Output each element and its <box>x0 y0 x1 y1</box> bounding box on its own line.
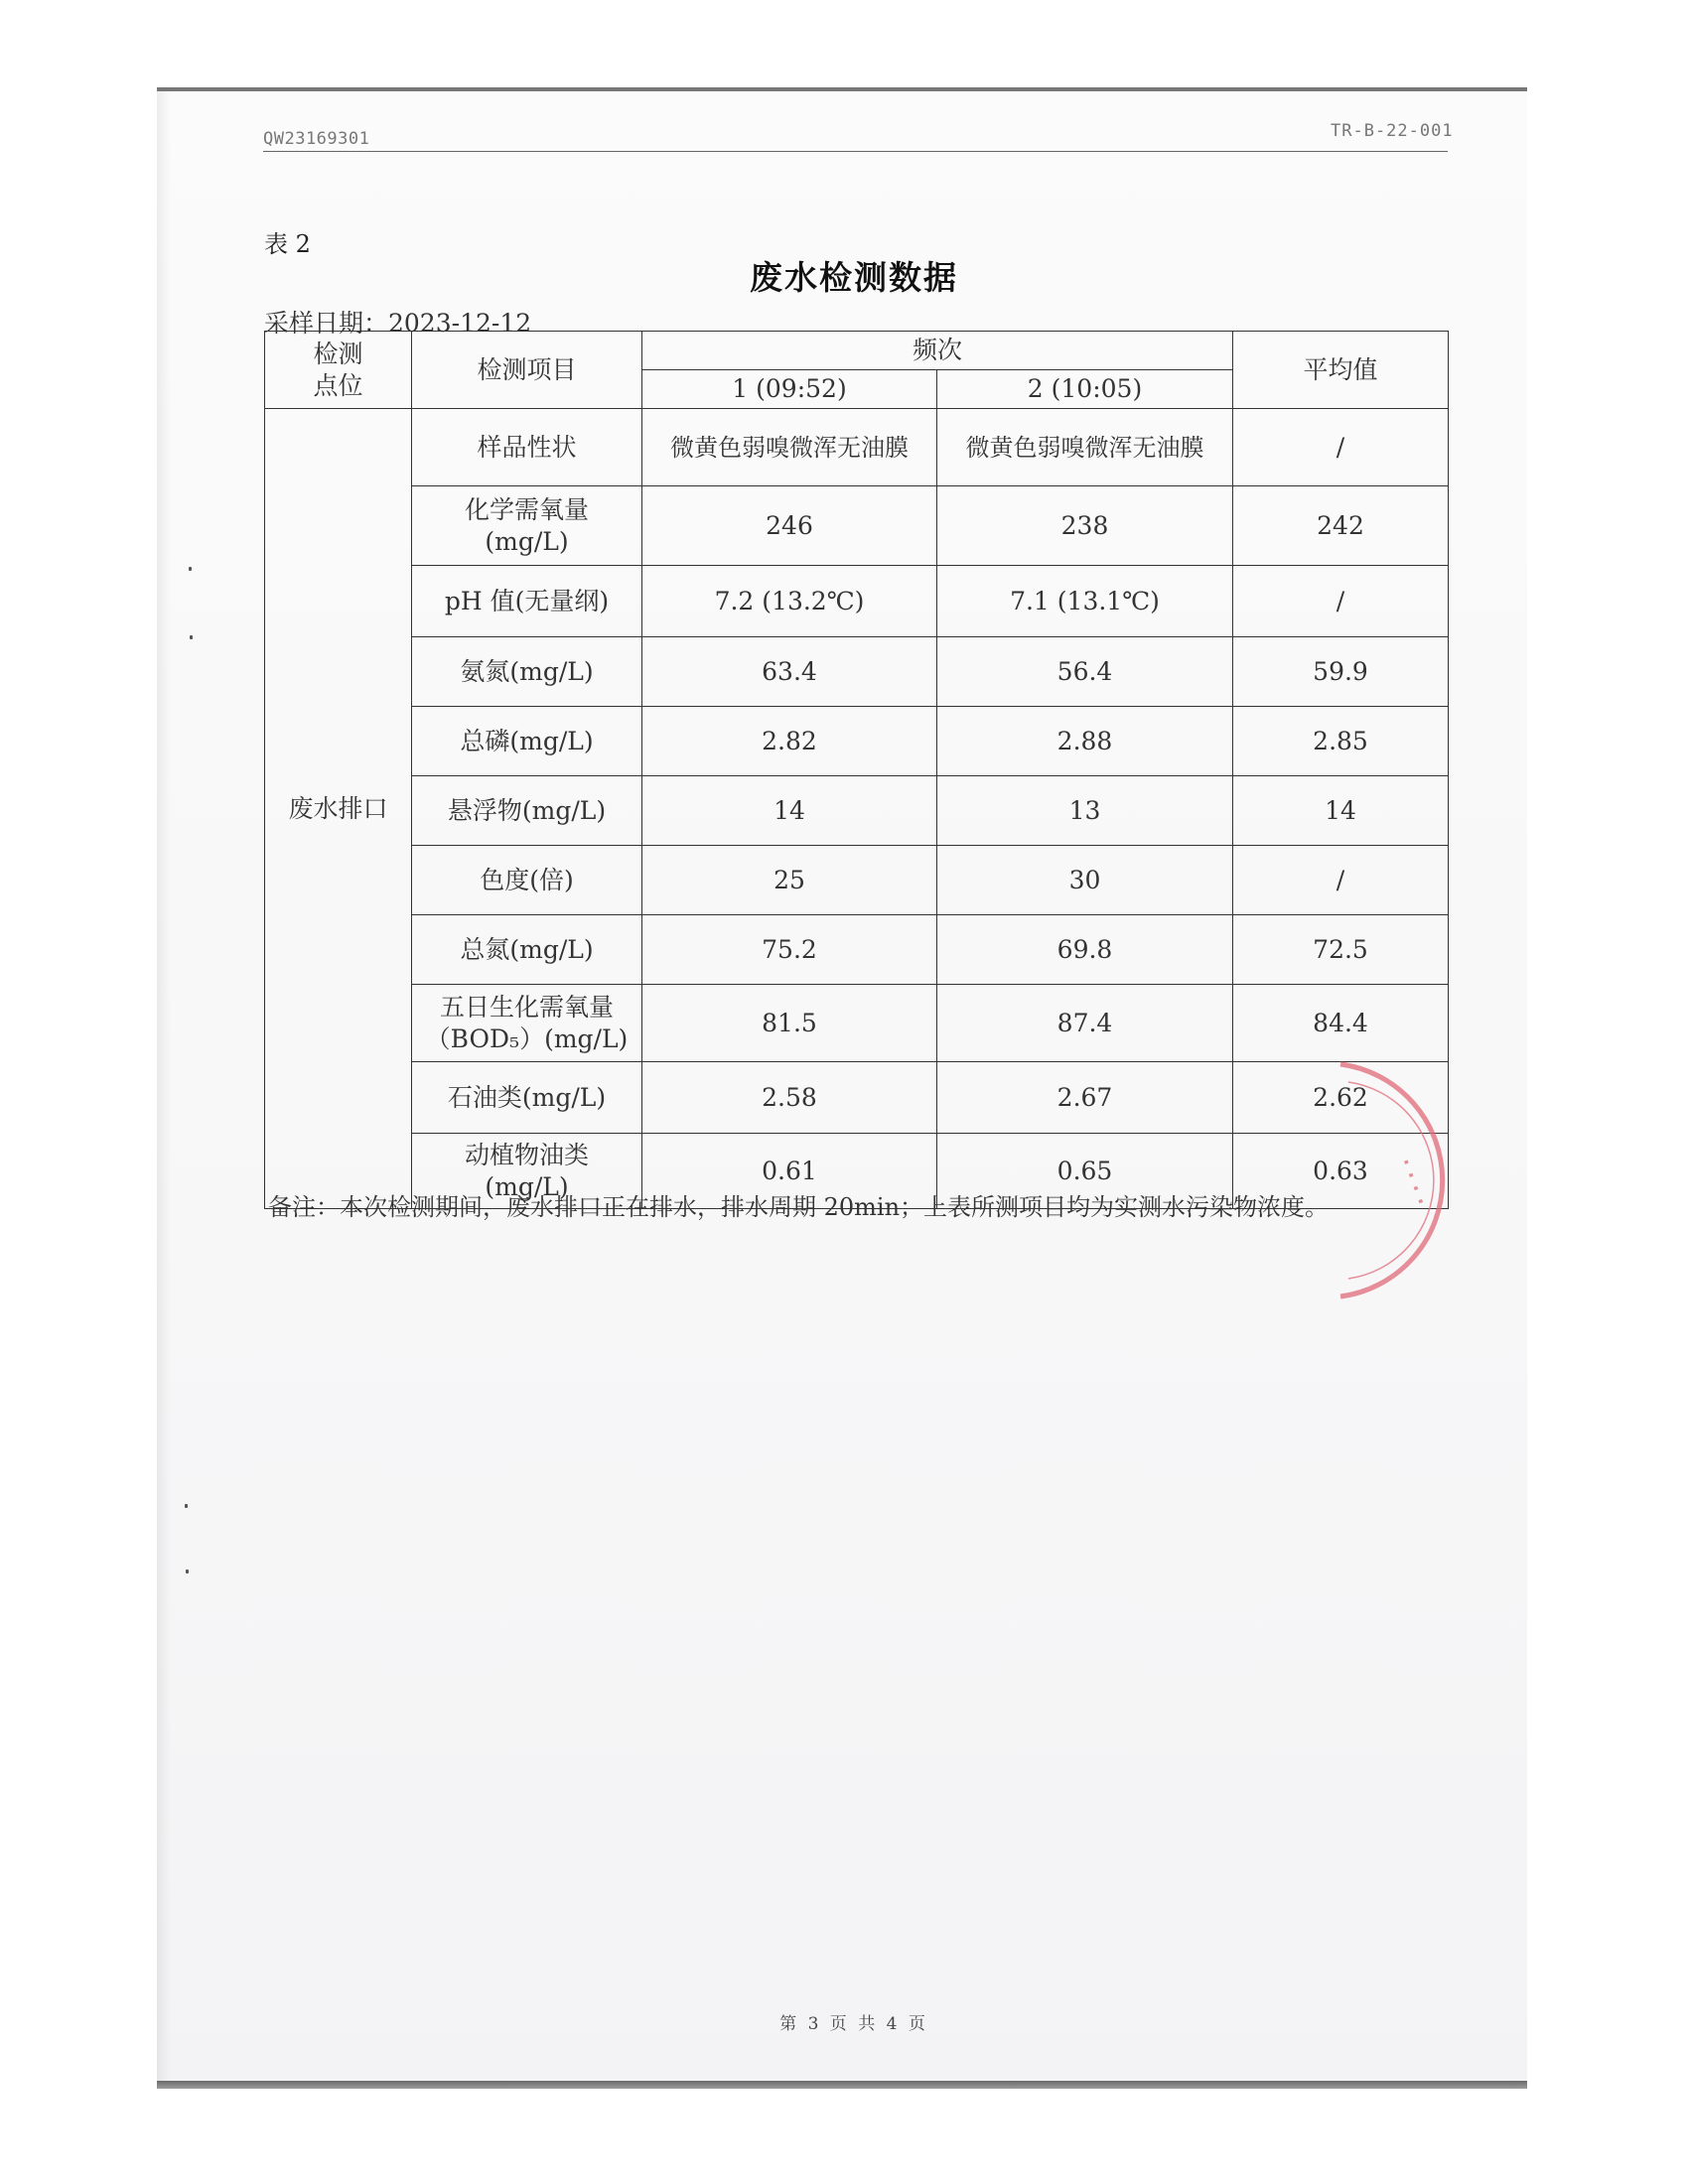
average-value: 84.4 <box>1233 985 1449 1062</box>
header-item: 检测项目 <box>412 332 642 409</box>
run-1-value: 2.58 <box>642 1062 937 1134</box>
run-1-value: 75.2 <box>642 915 937 985</box>
table-row <box>265 776 1449 846</box>
table-row <box>265 1062 1449 1134</box>
table-row <box>265 985 1449 1062</box>
test-item-cell: 样品性状 <box>412 409 642 486</box>
table-row <box>265 409 1449 486</box>
run-2-value: 69.8 <box>937 915 1233 985</box>
average-value: / <box>1233 566 1449 637</box>
test-item-cell: pH 值(无量纲) <box>412 566 642 637</box>
document-id: QW23169301 <box>263 129 370 149</box>
run-1-value: 25 <box>642 846 937 915</box>
page-bottom-edge <box>157 2081 1527 2089</box>
average-value: 2.62 <box>1233 1062 1449 1134</box>
average-value: / <box>1233 846 1449 915</box>
scan-speck <box>190 635 193 639</box>
run-1-value: 0.61 <box>642 1134 937 1209</box>
scan-speck <box>186 1570 189 1573</box>
test-item-cell: 氨氮(mg/L) <box>412 637 642 707</box>
page-title: 废水检测数据 <box>750 258 958 297</box>
wastewater-data-table <box>264 331 1449 1209</box>
test-item-cell: 石油类(mg/L) <box>412 1062 642 1134</box>
header-rule <box>263 151 1448 152</box>
average-value: 14 <box>1233 776 1449 846</box>
run-2-value: 238 <box>937 486 1233 566</box>
run-1-value: 14 <box>642 776 937 846</box>
run-1-value: 2.82 <box>642 707 937 776</box>
average-value: / <box>1233 409 1449 486</box>
scan-speck <box>189 567 192 571</box>
average-value: 59.9 <box>1233 637 1449 707</box>
test-item-cell: 动植物油类 (mg/L) <box>412 1134 642 1209</box>
header-run-1: 1 (09:52) <box>642 370 937 409</box>
test-item-cell: 总磷(mg/L) <box>412 707 642 776</box>
svg-text:· · · ·: · · · · <box>1392 1155 1433 1210</box>
run-2-value: 微黄色弱嗅微浑无油膜 <box>937 409 1233 486</box>
run-2-value: 87.4 <box>937 985 1233 1062</box>
remarks-note: 备注：本次检测期间，废水排口正在排水，排水周期 20min；上表所测项目均为实测水污染物浓度。 <box>268 1193 1330 1221</box>
table-row <box>265 486 1449 566</box>
run-1-value: 81.5 <box>642 985 937 1062</box>
run-2-value: 30 <box>937 846 1233 915</box>
average-value: 2.85 <box>1233 707 1449 776</box>
table-row <box>265 637 1449 707</box>
form-code: TR-B-22-001 <box>1331 121 1454 141</box>
run-2-value: 13 <box>937 776 1233 846</box>
sampling-date: 采样日期：2023-12-12 <box>264 309 532 338</box>
header-point: 检测 点位 <box>265 332 412 409</box>
run-1-value: 微黄色弱嗅微浑无油膜 <box>642 409 937 486</box>
page-edge-shadow <box>157 91 171 2081</box>
header-frequency: 频次 <box>642 332 1233 370</box>
average-value: 242 <box>1233 486 1449 566</box>
monitoring-point: 废水排口 <box>265 409 412 1209</box>
official-seal <box>1281 1042 1479 1320</box>
run-2-value: 0.65 <box>937 1134 1233 1209</box>
average-value: 0.63 <box>1233 1134 1449 1209</box>
run-1-value: 63.4 <box>642 637 937 707</box>
run-2-value: 2.88 <box>937 707 1233 776</box>
run-2-value: 2.67 <box>937 1062 1233 1134</box>
run-2-value: 7.1 (13.1℃) <box>937 566 1233 637</box>
table-row <box>265 915 1449 985</box>
test-item-cell: 色度(倍) <box>412 846 642 915</box>
run-2-value: 56.4 <box>937 637 1233 707</box>
test-item-cell: 五日生化需氧量 （BOD₅）(mg/L) <box>412 985 642 1062</box>
average-value: 72.5 <box>1233 915 1449 985</box>
table-row <box>265 566 1449 637</box>
test-item-cell: 总氮(mg/L) <box>412 915 642 985</box>
header-run-2: 2 (10:05) <box>937 370 1233 409</box>
test-item-cell: 悬浮物(mg/L) <box>412 776 642 846</box>
run-1-value: 246 <box>642 486 937 566</box>
run-1-value: 7.2 (13.2℃) <box>642 566 937 637</box>
header-average: 平均值 <box>1233 332 1449 409</box>
scan-speck <box>185 1504 188 1508</box>
table-row <box>265 846 1449 915</box>
test-item-cell: 化学需氧量 (mg/L) <box>412 486 642 566</box>
page-number: 第 3 页 共 4 页 <box>779 2014 928 2034</box>
table-number: 表 2 <box>264 230 311 258</box>
table-row <box>265 707 1449 776</box>
